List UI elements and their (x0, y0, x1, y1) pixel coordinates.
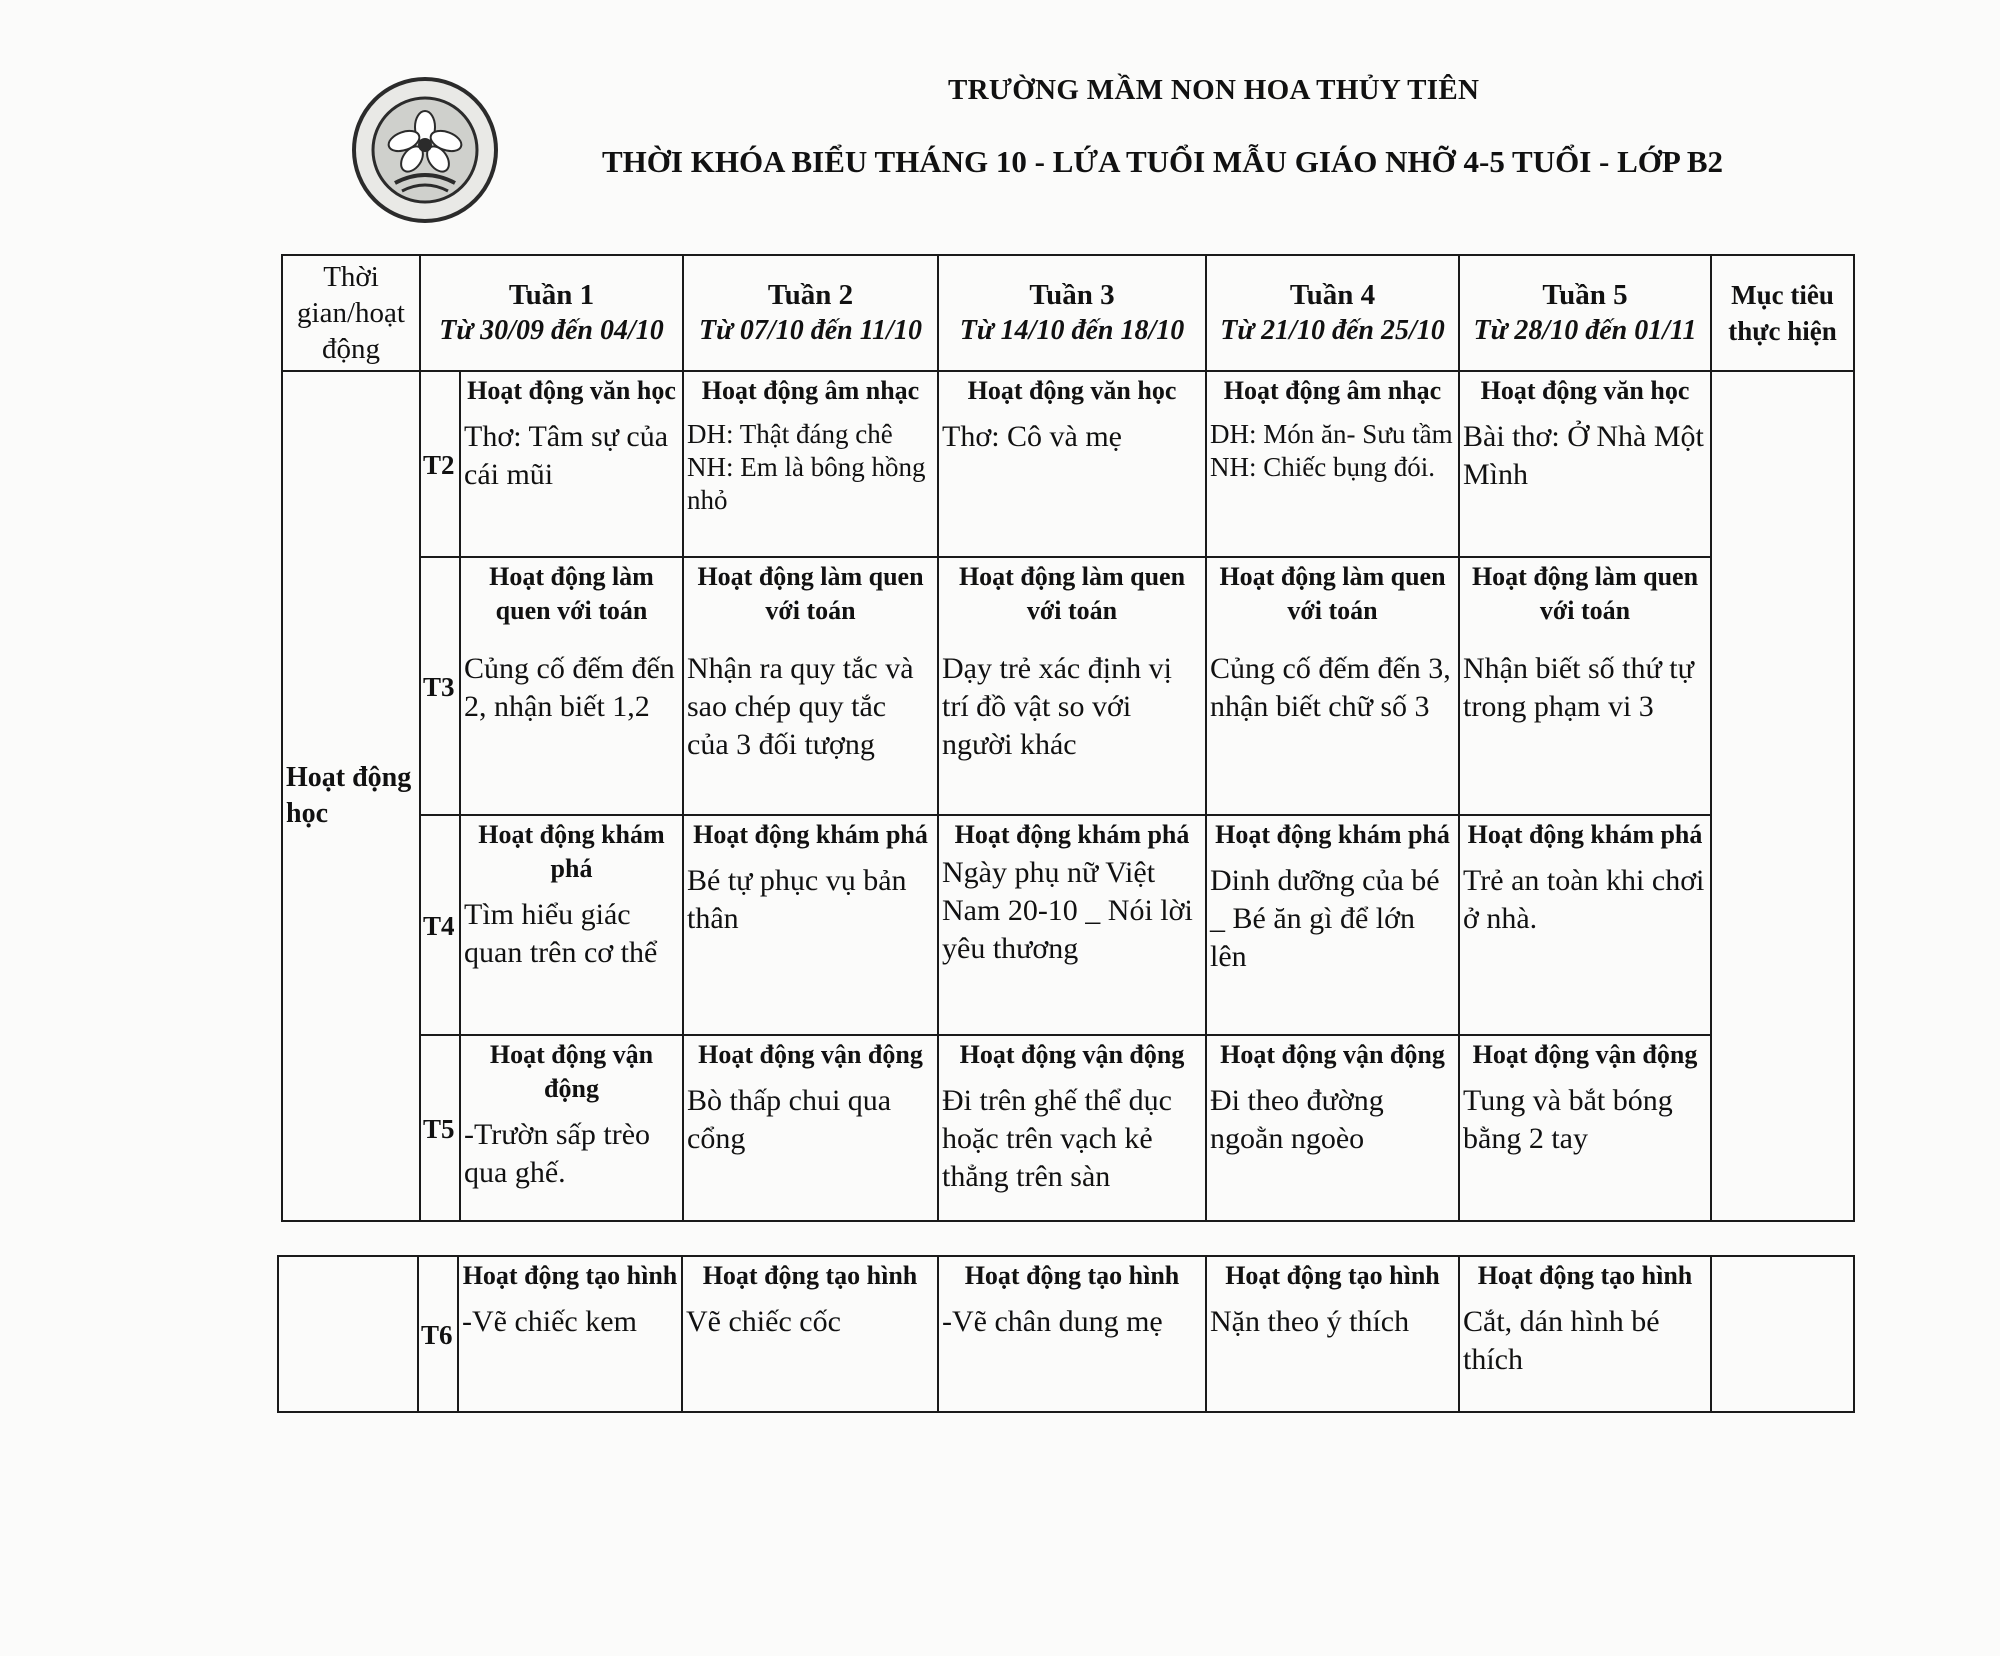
activity-content: Củng cố đếm đến 2, nhận biết 1,2 (464, 652, 675, 723)
activity-cell (460, 1035, 683, 1221)
header-time-activity: Thời gian/hoạt động (282, 255, 420, 371)
activity-cell (683, 815, 938, 1035)
activity-content: -Vẽ chân dung mẹ (942, 1305, 1163, 1338)
week-name: Tuần 5 (1542, 279, 1628, 311)
week-name: Tuần 1 (508, 279, 595, 311)
header-goal: Mục tiêu thực hiện (1711, 255, 1854, 371)
activity-content: Bò thấp chui qua cổng (687, 1084, 892, 1155)
activity-title: Hoạt động vận động (959, 1040, 1185, 1069)
activity-cell (1206, 1035, 1459, 1221)
activity-content: Tung và bắt bóng bằng 2 tay (1463, 1084, 1673, 1155)
activity-title: Hoạt động âm nhạc (701, 376, 920, 405)
activity-content: Dạy trẻ xác định vị trí đồ vật so với người khác (942, 652, 1172, 761)
activity-title: Hoạt động vận động (1472, 1040, 1698, 1069)
activity-cell (1459, 1035, 1711, 1221)
activity-cell (683, 557, 938, 815)
document-title: THỜI KHÓA BIỂU THÁNG 10 - LỨA TUỔI MẪU GIÁO NHỠ 4-5 TUỔI - LỚP B2 (602, 144, 1724, 179)
activity-cell (460, 371, 683, 557)
header-week-5 (1459, 255, 1711, 371)
school-name: TRƯỜNG MẦM NON HOA THỦY TIÊN (948, 74, 1480, 106)
week-range: Từ 21/10 đến 25/10 (1220, 315, 1445, 346)
activity-cell (938, 371, 1206, 557)
activity-title: Hoạt động khám phá (954, 820, 1190, 849)
activity-group-cell (278, 1256, 418, 1412)
activity-cell (938, 1256, 1206, 1412)
table-row (282, 371, 1854, 557)
week-range: Từ 30/09 đến 04/10 (439, 315, 664, 346)
activity-content: Ngày phụ nữ Việt Nam 20-10 _ Nói lời yêu thương (942, 856, 1193, 965)
activity-content: Đi trên ghế thể dục hoặc trên vạch kẻ thẳng trên sàn (942, 1084, 1172, 1193)
activity-content: -Trườn sấp trèo qua ghế. (464, 1118, 651, 1189)
activity-content: Nhận ra quy tắc và sao chép quy tắc của 3 đối tượng (687, 652, 914, 761)
activity-cell (1206, 557, 1459, 815)
activity-content: DH: Thật đáng chê NH: Em là bông hồng nhỏ (687, 419, 926, 515)
header-week-3 (938, 255, 1206, 371)
activity-content: Thơ: Tâm sự của cái mũi (464, 420, 669, 491)
activity-content: Củng cố đếm đến 3, nhận biết chữ số 3 (1210, 652, 1451, 723)
activity-cell (1206, 371, 1459, 557)
activity-content: Dinh dưỡng của bé _ Bé ăn gì để lớn lên (1210, 864, 1440, 973)
week-range: Từ 28/10 đến 01/11 (1473, 315, 1697, 346)
activity-title: Hoạt động khám phá (1467, 820, 1703, 849)
school-logo-seal-icon (350, 75, 500, 225)
activity-content: Tìm hiểu giác quan trên cơ thể (464, 898, 658, 969)
week-name: Tuần 4 (1289, 279, 1376, 311)
activity-title: Hoạt động vận động (1220, 1040, 1445, 1069)
activity-title: Hoạt động làm quen với toán (697, 562, 924, 625)
goal-cell (1711, 371, 1854, 1221)
table-row (282, 1035, 1854, 1221)
timetable (281, 254, 1855, 1222)
header-week-4 (1206, 255, 1459, 371)
activity-title: Hoạt động làm quen với toán (1219, 562, 1446, 625)
activity-content: Cắt, dán hình bé thích (1463, 1305, 1660, 1376)
activity-cell (458, 1256, 682, 1412)
activity-title: Hoạt động văn học (1480, 376, 1690, 405)
activity-cell (1459, 557, 1711, 815)
day-label: T2 (420, 371, 460, 557)
activity-cell (938, 1035, 1206, 1221)
activity-cell (460, 815, 683, 1035)
activity-content: Vẽ chiếc cốc (686, 1305, 841, 1338)
activity-title: Hoạt động vận động (489, 1040, 654, 1103)
activity-title: Hoạt động làm quen với toán (489, 562, 654, 625)
activity-content: Nặn theo ý thích (1210, 1305, 1410, 1338)
day-label: T6 (418, 1256, 458, 1412)
activity-cell (1206, 1256, 1459, 1412)
activity-title: Hoạt động khám phá (478, 820, 665, 883)
header-week-1 (420, 255, 683, 371)
activity-content: Bài thơ: Ở Nhà Một Mình (1463, 420, 1704, 491)
activity-cell (682, 1256, 938, 1412)
activity-group-label: Hoạt động học (282, 371, 420, 1221)
activity-content: Đi theo đường ngoằn ngoèo (1210, 1084, 1384, 1155)
activity-title: Hoạt động tạo hình (702, 1261, 918, 1290)
table-row (282, 557, 1854, 815)
activity-title: Hoạt động văn học (467, 376, 676, 405)
activity-content: Trẻ an toàn khi chơi ở nhà. (1463, 864, 1705, 935)
activity-cell (938, 815, 1206, 1035)
table-row (282, 815, 1854, 1035)
activity-content: Nhận biết số thứ tự trong phạm vi 3 (1463, 652, 1694, 723)
activity-cell (938, 557, 1206, 815)
activity-cell (683, 1035, 938, 1221)
activity-title: Hoạt động làm quen với toán (958, 562, 1186, 625)
goal-cell (1711, 1256, 1854, 1412)
activity-content: -Vẽ chiếc kem (462, 1305, 637, 1338)
activity-title: Hoạt động tạo hình (462, 1261, 678, 1290)
week-range: Từ 14/10 đến 18/10 (959, 315, 1185, 346)
timetable-continued (277, 1255, 1855, 1413)
header-row (282, 255, 1854, 371)
activity-title: Hoạt động khám phá (693, 820, 928, 849)
activity-title: Hoạt động văn học (967, 376, 1177, 405)
activity-cell (460, 557, 683, 815)
activity-content: Bé tự phục vụ bản thân (687, 864, 907, 935)
table-row (278, 1256, 1854, 1412)
activity-title: Hoạt động làm quen với toán (1471, 562, 1699, 625)
activity-cell (1459, 815, 1711, 1035)
week-name: Tuần 2 (767, 279, 854, 311)
header-week-2 (683, 255, 938, 371)
activity-title: Hoạt động tạo hình (1477, 1261, 1693, 1290)
activity-title: Hoạt động tạo hình (1225, 1261, 1440, 1290)
activity-title: Hoạt động tạo hình (964, 1261, 1180, 1290)
day-label: T5 (420, 1035, 460, 1221)
week-range: Từ 07/10 đến 11/10 (699, 315, 922, 346)
day-label: T4 (420, 815, 460, 1035)
week-name: Tuần 3 (1029, 279, 1115, 311)
activity-cell (1459, 1256, 1711, 1412)
activity-content: Thơ: Cô và mẹ (942, 420, 1122, 453)
activity-title: Hoạt động âm nhạc (1223, 376, 1442, 405)
activity-title: Hoạt động khám phá (1215, 820, 1450, 849)
activity-cell (1206, 815, 1459, 1035)
activity-content: DH: Món ăn- Sưu tầm NH: Chiếc bụng đói. (1210, 419, 1453, 482)
day-label: T3 (420, 557, 460, 815)
activity-cell (1459, 371, 1711, 557)
activity-title: Hoạt động vận động (698, 1040, 923, 1069)
activity-cell (683, 371, 938, 557)
